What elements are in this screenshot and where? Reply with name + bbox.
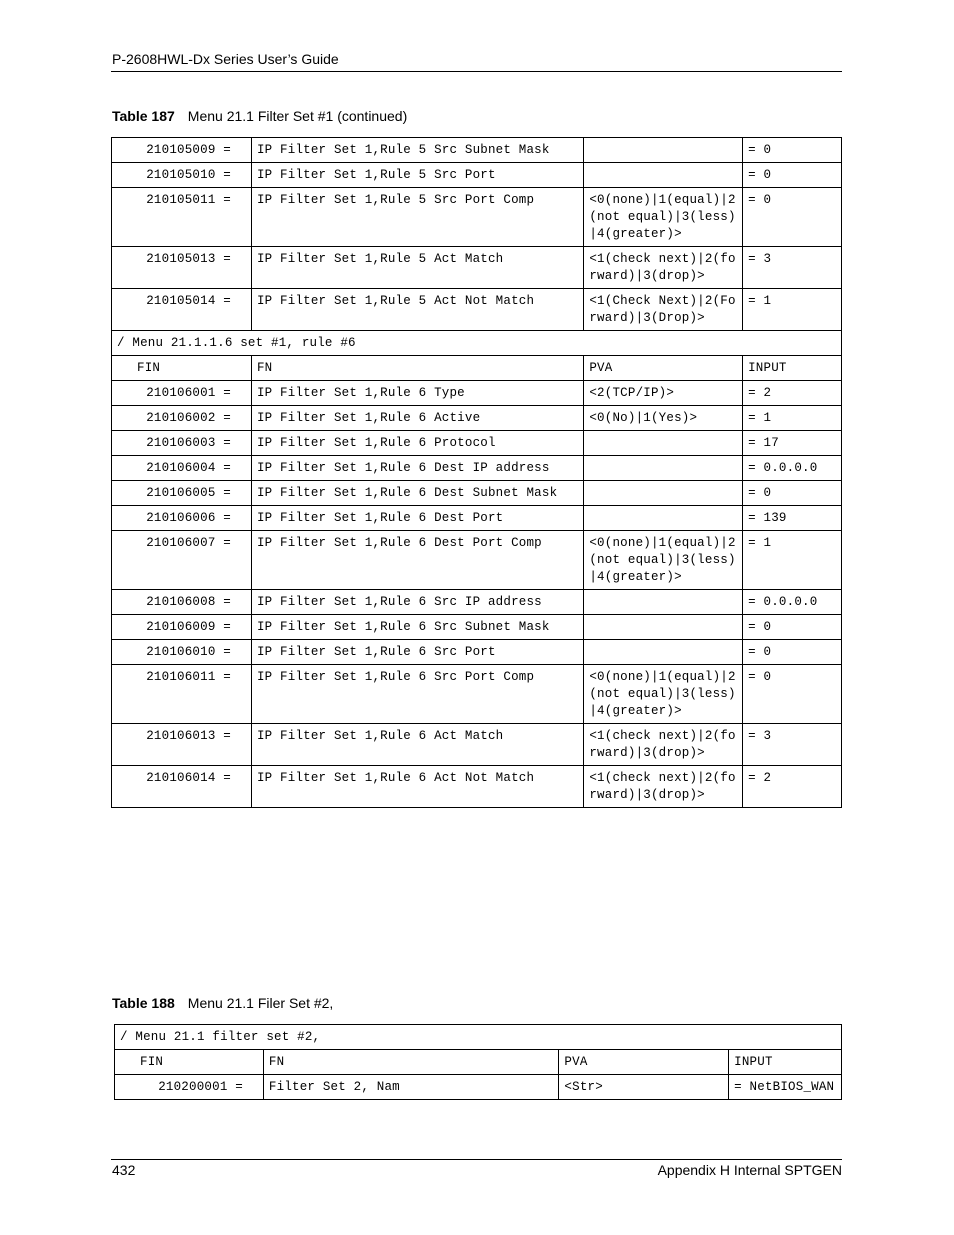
table-row [112,381,842,406]
cell-input: = 0 [743,163,842,188]
cell-pva [584,431,743,456]
cell-pva [584,506,743,531]
cell-pva: <1(check next)|2(forward)|3(drop)> [584,766,743,808]
table-row [112,615,842,640]
cell-fn: IP Filter Set 1,Rule 6 Src Subnet Mask [251,615,583,640]
cell-fin: 210105011 = [112,188,252,247]
table-row [112,406,842,431]
cell-fn: IP Filter Set 1,Rule 5 Src Port [251,163,583,188]
cell-input: = 0 [743,188,842,247]
cell-fn: IP Filter Set 1,Rule 6 Dest IP address [251,456,583,481]
cell-pva: <0(No)|1(Yes)> [584,406,743,431]
table-row [112,665,842,724]
table-row [112,188,842,247]
table-188-caption [112,995,333,1011]
cell-input: = 2 [743,381,842,406]
cell-fn: IP Filter Set 1,Rule 6 Src Port Comp [251,665,583,724]
cell-fin: 210106011 = [112,665,252,724]
cell-input: = 0 [743,615,842,640]
cell-input: = 0.0.0.0 [743,590,842,615]
cell-fin: 210105014 = [112,289,252,331]
table-row [112,766,842,808]
cell-pva: <0(none)|1(equal)|2(not equal)|3(less)|4(greater)> [584,531,743,590]
section-label: / Menu 21.1.1.6 set #1, rule #6 [112,331,842,356]
cell-fn: IP Filter Set 1,Rule 6 Src IP address [251,590,583,615]
column-header-fin: FIN [112,356,252,381]
table-row [115,1075,842,1100]
table-188-title: Menu 21.1 Filer Set #2, [187,995,334,1011]
table-187-title: Menu 21.1 Filter Set #1 (continued) [187,108,408,124]
section-row [112,331,842,356]
table-188-label: Table 188 [112,995,175,1011]
cell-fn: IP Filter Set 1,Rule 6 Act Match [251,724,583,766]
table-row [112,431,842,456]
column-header-pva: PVA [584,356,743,381]
table-188 [114,1024,842,1100]
cell-fin: 210106014 = [112,766,252,808]
cell-fin: 210106010 = [112,640,252,665]
header-row [112,356,842,381]
cell-pva [584,138,743,163]
cell-fn: Filter Set 2, Nam [263,1075,559,1100]
cell-input: = 1 [743,406,842,431]
cell-pva [584,481,743,506]
cell-fn: IP Filter Set 1,Rule 6 Protocol [251,431,583,456]
cell-input: = 0 [743,640,842,665]
cell-fn: IP Filter Set 1,Rule 5 Src Subnet Mask [251,138,583,163]
cell-input: = 2 [743,766,842,808]
table-row [112,590,842,615]
cell-fin: 210106006 = [112,506,252,531]
cell-input: = 0.0.0.0 [743,456,842,481]
table-row [112,724,842,766]
cell-input: = 0 [743,665,842,724]
cell-input: = 0 [743,138,842,163]
cell-fin: 210106003 = [112,431,252,456]
cell-fn: IP Filter Set 1,Rule 6 Act Not Match [251,766,583,808]
cell-input: = 139 [743,506,842,531]
cell-input: = 1 [743,289,842,331]
cell-fn: IP Filter Set 1,Rule 5 Src Port Comp [251,188,583,247]
cell-pva [584,615,743,640]
table-row [112,531,842,590]
column-header-input: INPUT [743,356,842,381]
table-row [112,289,842,331]
running-header: P-2608HWL-Dx Series User’s Guide [112,51,339,67]
cell-fin: 210106002 = [112,406,252,431]
column-header-fn: FN [251,356,583,381]
cell-fin: 210105009 = [112,138,252,163]
table-row [112,481,842,506]
cell-input: = NetBIOS_WAN [729,1075,842,1100]
cell-fin: 210106013 = [112,724,252,766]
cell-fn: IP Filter Set 1,Rule 5 Act Not Match [251,289,583,331]
cell-fin: 210106009 = [112,615,252,640]
column-header-pva: PVA [559,1050,729,1075]
cell-pva: <1(check next)|2(forward)|3(drop)> [584,724,743,766]
cell-pva: <1(check next)|2(forward)|3(drop)> [584,247,743,289]
cell-input: = 17 [743,431,842,456]
footer-rule [111,1159,842,1160]
cell-input: = 1 [743,531,842,590]
footer-section: Appendix H Internal SPTGEN [657,1162,842,1178]
cell-pva [584,590,743,615]
section-row [115,1025,842,1050]
table-187-label: Table 187 [112,108,175,124]
cell-fn: IP Filter Set 1,Rule 6 Active [251,406,583,431]
cell-fn: IP Filter Set 1,Rule 6 Src Port [251,640,583,665]
cell-pva [584,456,743,481]
cell-fin: 210106004 = [112,456,252,481]
table-row [112,506,842,531]
cell-fin: 210106001 = [112,381,252,406]
column-header-fin: FIN [115,1050,264,1075]
table-row [112,640,842,665]
cell-fin: 210105010 = [112,163,252,188]
header-rule [111,71,842,72]
table-row [112,456,842,481]
cell-input: = 3 [743,724,842,766]
header-row [115,1050,842,1075]
cell-fn: IP Filter Set 1,Rule 6 Dest Port [251,506,583,531]
cell-fn: IP Filter Set 1,Rule 5 Act Match [251,247,583,289]
cell-input: = 3 [743,247,842,289]
table-row [112,247,842,289]
cell-input: = 0 [743,481,842,506]
cell-pva [584,163,743,188]
column-header-input: INPUT [729,1050,842,1075]
cell-pva: <Str> [559,1075,729,1100]
cell-pva [584,640,743,665]
table-187-caption [112,108,407,124]
cell-pva: <2(TCP/IP)> [584,381,743,406]
column-header-fn: FN [263,1050,559,1075]
cell-fin: 210105013 = [112,247,252,289]
cell-pva: <0(none)|1(equal)|2(not equal)|3(less)|4(greater)> [584,665,743,724]
table-187 [111,137,842,808]
cell-fin: 210106005 = [112,481,252,506]
cell-fn: IP Filter Set 1,Rule 6 Type [251,381,583,406]
cell-fin: 210106008 = [112,590,252,615]
cell-fin: 210106007 = [112,531,252,590]
cell-fin: 210200001 = [115,1075,264,1100]
table-row [112,138,842,163]
cell-pva: <1(Check Next)|2(Forward)|3(Drop)> [584,289,743,331]
section-label: / Menu 21.1 filter set #2, [115,1025,842,1050]
cell-pva: <0(none)|1(equal)|2(not equal)|3(less)|4(greater)> [584,188,743,247]
table-row [112,163,842,188]
cell-fn: IP Filter Set 1,Rule 6 Dest Subnet Mask [251,481,583,506]
cell-fn: IP Filter Set 1,Rule 6 Dest Port Comp [251,531,583,590]
page-number: 432 [112,1162,136,1178]
